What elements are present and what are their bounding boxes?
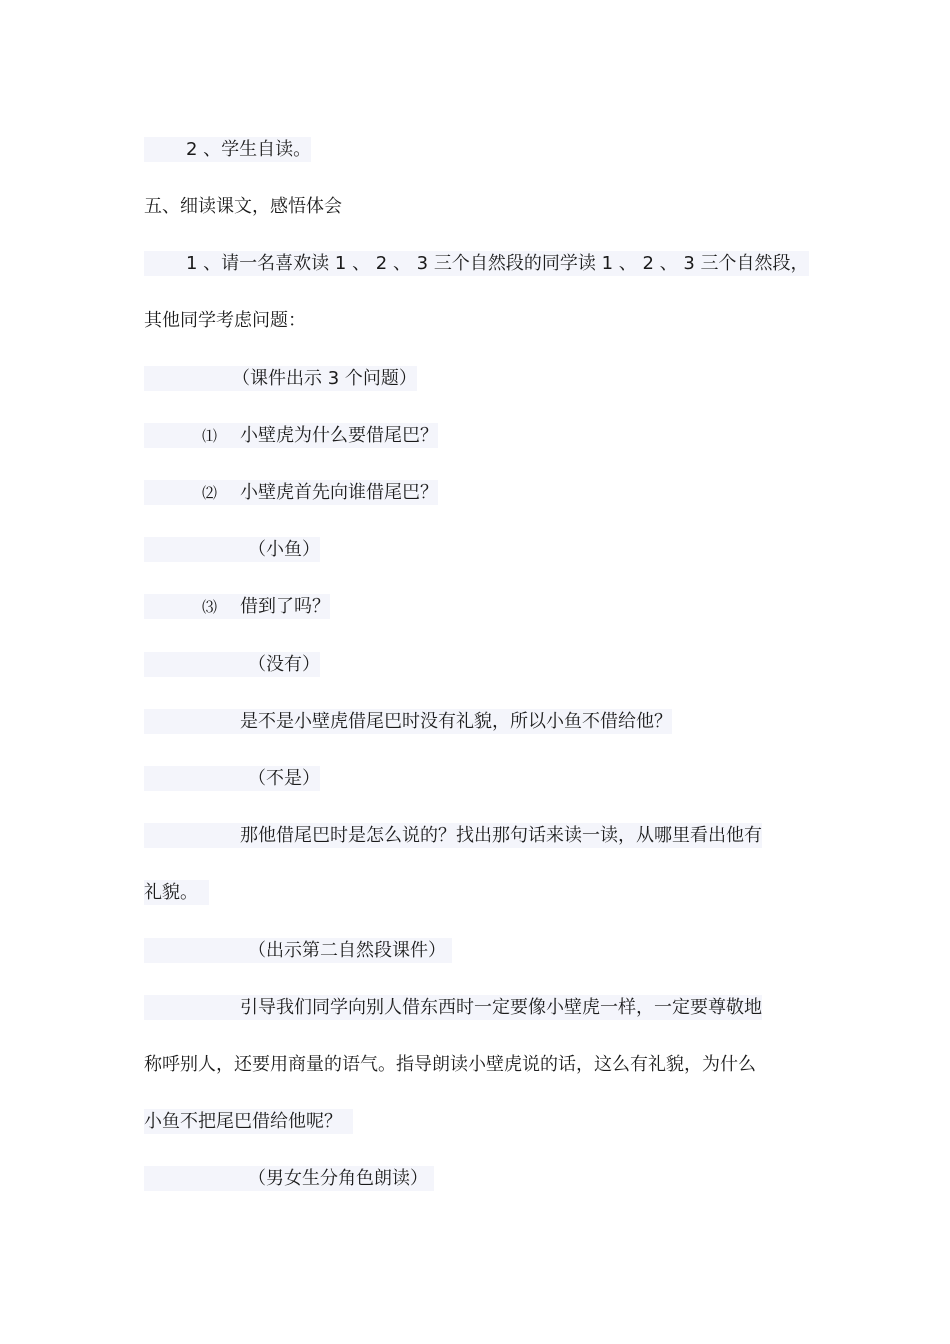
question-2 xyxy=(144,480,438,505)
note-role-reading xyxy=(144,1166,434,1191)
question-text: 小壁虎首先向谁借尾巴？ xyxy=(240,482,438,503)
paragraph-text: 1 、请一名喜欢读 1 、 2 、 3 三个自然段的同学读 1 、 2 、 3 三个自然段， xyxy=(186,253,809,274)
question-text: 借到了吗？ xyxy=(240,596,330,617)
paragraph-guide-cont-1 xyxy=(144,1052,756,1077)
paragraph-guide xyxy=(144,995,762,1020)
paragraph-reading-task-cont xyxy=(144,308,306,333)
paragraph-text: 小鱼不把尾巴借给他呢？ xyxy=(144,1111,342,1132)
note-courseware-questions xyxy=(144,366,417,391)
question-text: 是不是小壁虎借尾巴时没有礼貌，所以小鱼不借给他？ xyxy=(240,711,672,732)
answer-politeness xyxy=(144,766,320,791)
question-1 xyxy=(144,423,438,448)
heading-text: 五、细读课文，感悟体会 xyxy=(144,196,342,217)
answer-2 xyxy=(144,537,320,562)
paragraph-text: 引导我们同学向别人借东西时一定要像小壁虎一样，一定要尊敬地 xyxy=(240,997,762,1018)
question-3 xyxy=(144,594,330,619)
question-marker-1: ⑴ xyxy=(202,427,218,445)
paragraph-text: 2 、学生自读。 xyxy=(186,139,312,160)
note-show-paragraph-2 xyxy=(144,938,452,963)
question-politeness xyxy=(144,709,672,734)
question-text: 小壁虎为什么要借尾巴？ xyxy=(240,425,438,446)
paragraph-guide-cont-2 xyxy=(144,1109,353,1134)
answer-3 xyxy=(144,652,320,677)
note-text: （男女生分角色朗读） xyxy=(248,1168,428,1189)
note-text: （课件出示 3 个问题） xyxy=(232,368,417,389)
answer-text: （没有） xyxy=(248,654,320,675)
paragraph-text: 那他借尾巴时是怎么说的？找出那句话来读一读，从哪里看出他有 xyxy=(240,825,762,846)
section-heading-5 xyxy=(144,194,342,219)
paragraph-text: 其他同学考虑问题： xyxy=(144,310,306,331)
paragraph-text: 礼貌。 xyxy=(144,882,198,903)
answer-text: （小鱼） xyxy=(248,539,320,560)
note-text: （出示第二自然段课件） xyxy=(248,940,446,961)
paragraph-how-did-he-say-cont xyxy=(144,880,209,905)
paragraph-reading-task xyxy=(144,251,809,276)
paragraph-text: 称呼别人，还要用商量的语气。指导朗读小壁虎说的话，这么有礼貌，为什么 xyxy=(144,1054,756,1075)
paragraph-student-self-read xyxy=(144,137,311,162)
answer-text: （不是） xyxy=(248,768,320,789)
paragraph-how-did-he-say xyxy=(144,823,762,848)
question-marker-2: ⑵ xyxy=(202,484,218,502)
question-marker-3: ⑶ xyxy=(202,598,218,616)
